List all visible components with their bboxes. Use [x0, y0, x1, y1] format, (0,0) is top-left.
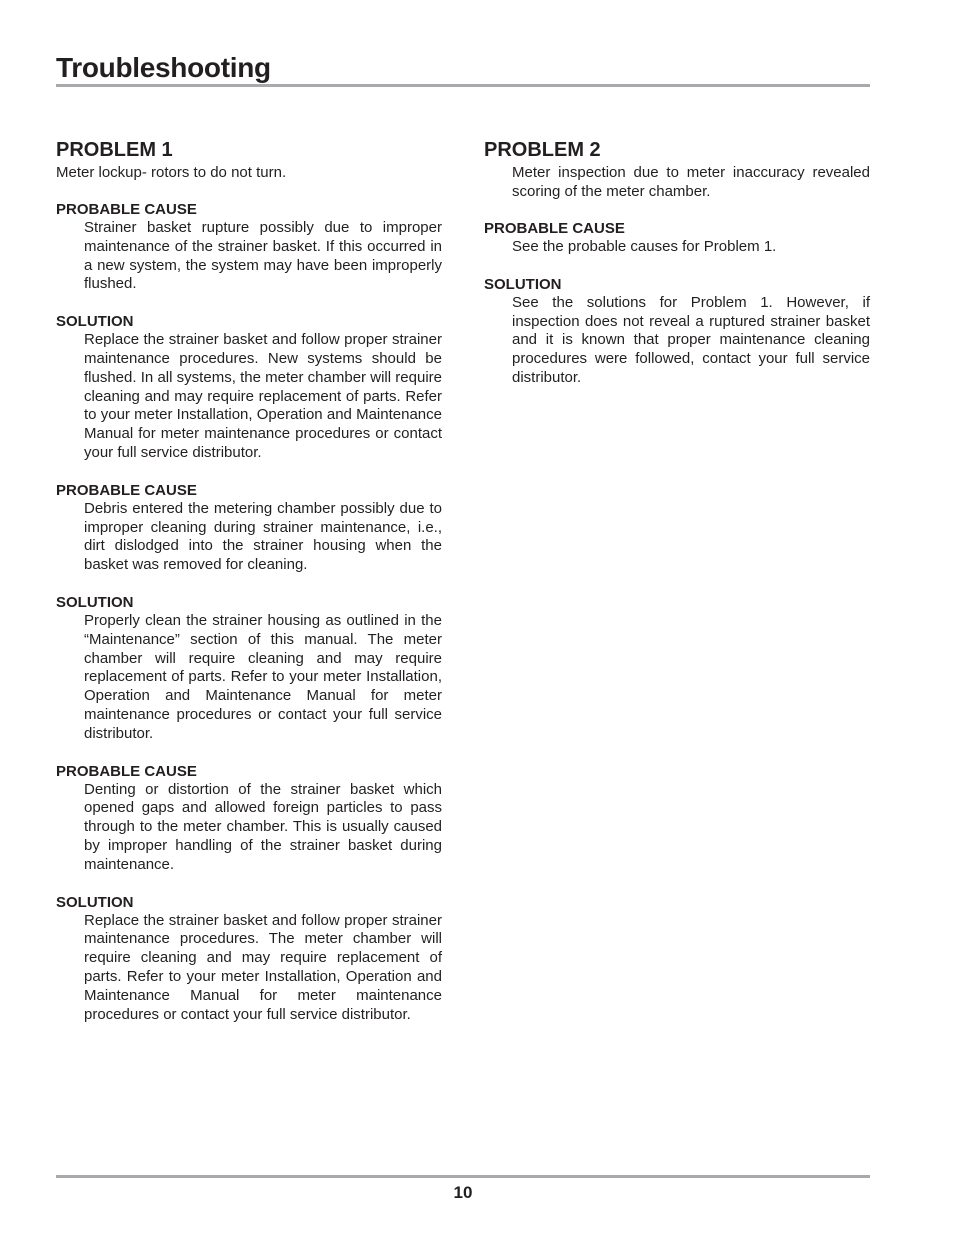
- page-number: 10: [453, 1183, 473, 1202]
- probable-cause-label: PROBABLE CAUSE: [484, 220, 625, 237]
- problem-1-section: [56, 137, 442, 1024]
- solution-label: SOLUTION: [56, 593, 134, 611]
- problem-1-cause-3: [56, 762, 442, 875]
- header-divider: [56, 84, 870, 87]
- problem-1-cause-2: [56, 481, 442, 575]
- solution-text: Properly clean the strainer housing as outlined in the “Maintenance” section of this manual. The meter chamber will require cleaning and may require replacement of parts. Refer to your meter Installation, Operation and Maintenance Manual for meter maintenance procedures or contact your full service distributor.: [84, 611, 442, 742]
- solution-label: SOLUTION: [56, 893, 134, 911]
- solution-text: Replace the strainer basket and follow proper strainer maintenance procedures. The meter chamber will require cleaning and may require replacement of parts. Refer to your meter Installation, Operation and Maintenance Manual for meter maintenance procedures or contact your full service distributor.: [84, 911, 442, 1023]
- problem-1-description: Meter lockup- rotors to do not turn.: [56, 164, 287, 181]
- probable-cause-label: PROBABLE CAUSE: [56, 481, 197, 499]
- probable-cause-text: Strainer basket rupture possibly due to improper maintenance of the strainer basket. If this occurred in a new system, the system may have been improperly flushed.: [84, 219, 442, 293]
- probable-cause-text: Debris entered the metering chamber possibly due to improper cleaning during strainer maintenance, i.e., dirt dislodged into the strainer housing when the basket was removed for cleaning.: [84, 499, 442, 574]
- problem-2-section: [484, 137, 870, 388]
- problem-1-cause-1: [56, 200, 442, 294]
- page-title: Troubleshooting: [56, 52, 271, 83]
- solution-label: SOLUTION: [56, 313, 134, 331]
- problem-1-solution-1: [56, 312, 442, 463]
- probable-cause-text: Denting or distortion of the strainer basket which opened gaps and allowed foreign particles to pass through to the meter chamber. This is usually caused by improper handling of the strainer basket during maintenance.: [84, 780, 442, 873]
- problem-1-solution-2: [56, 593, 442, 744]
- probable-cause-text: See the probable causes for Problem 1.: [512, 238, 777, 255]
- footer-divider: [56, 1175, 870, 1178]
- solution-text: Replace the strainer basket and follow proper strainer maintenance procedures. New systems should be flushed. In all systems, the meter chamber will require cleaning and may require replacement of parts. Refer to your meter Installation, Operation and Maintenance Manual for meter maintenance procedures or contact your full service distributor.: [84, 331, 442, 461]
- problem-1-heading: PROBLEM 1: [56, 139, 173, 161]
- problem-2-description: Meter inspection due to meter inaccuracy revealed scoring of the meter chamber.: [512, 164, 870, 200]
- problem-2-solution-1: [484, 275, 870, 388]
- problem-1-solution-3: [56, 893, 442, 1025]
- solution-text: See the solutions for Problem 1. However, if inspection does not reveal a ruptured strainer basket and it is known that proper maintenance cleaning procedures were followed, contact your full service distributor.: [512, 293, 870, 386]
- problem-2-heading: PROBLEM 2: [484, 139, 601, 161]
- solution-label: SOLUTION: [484, 275, 562, 293]
- probable-cause-label: PROBABLE CAUSE: [56, 762, 197, 780]
- problem-2-cause-1: [484, 219, 870, 257]
- probable-cause-label: PROBABLE CAUSE: [56, 201, 197, 218]
